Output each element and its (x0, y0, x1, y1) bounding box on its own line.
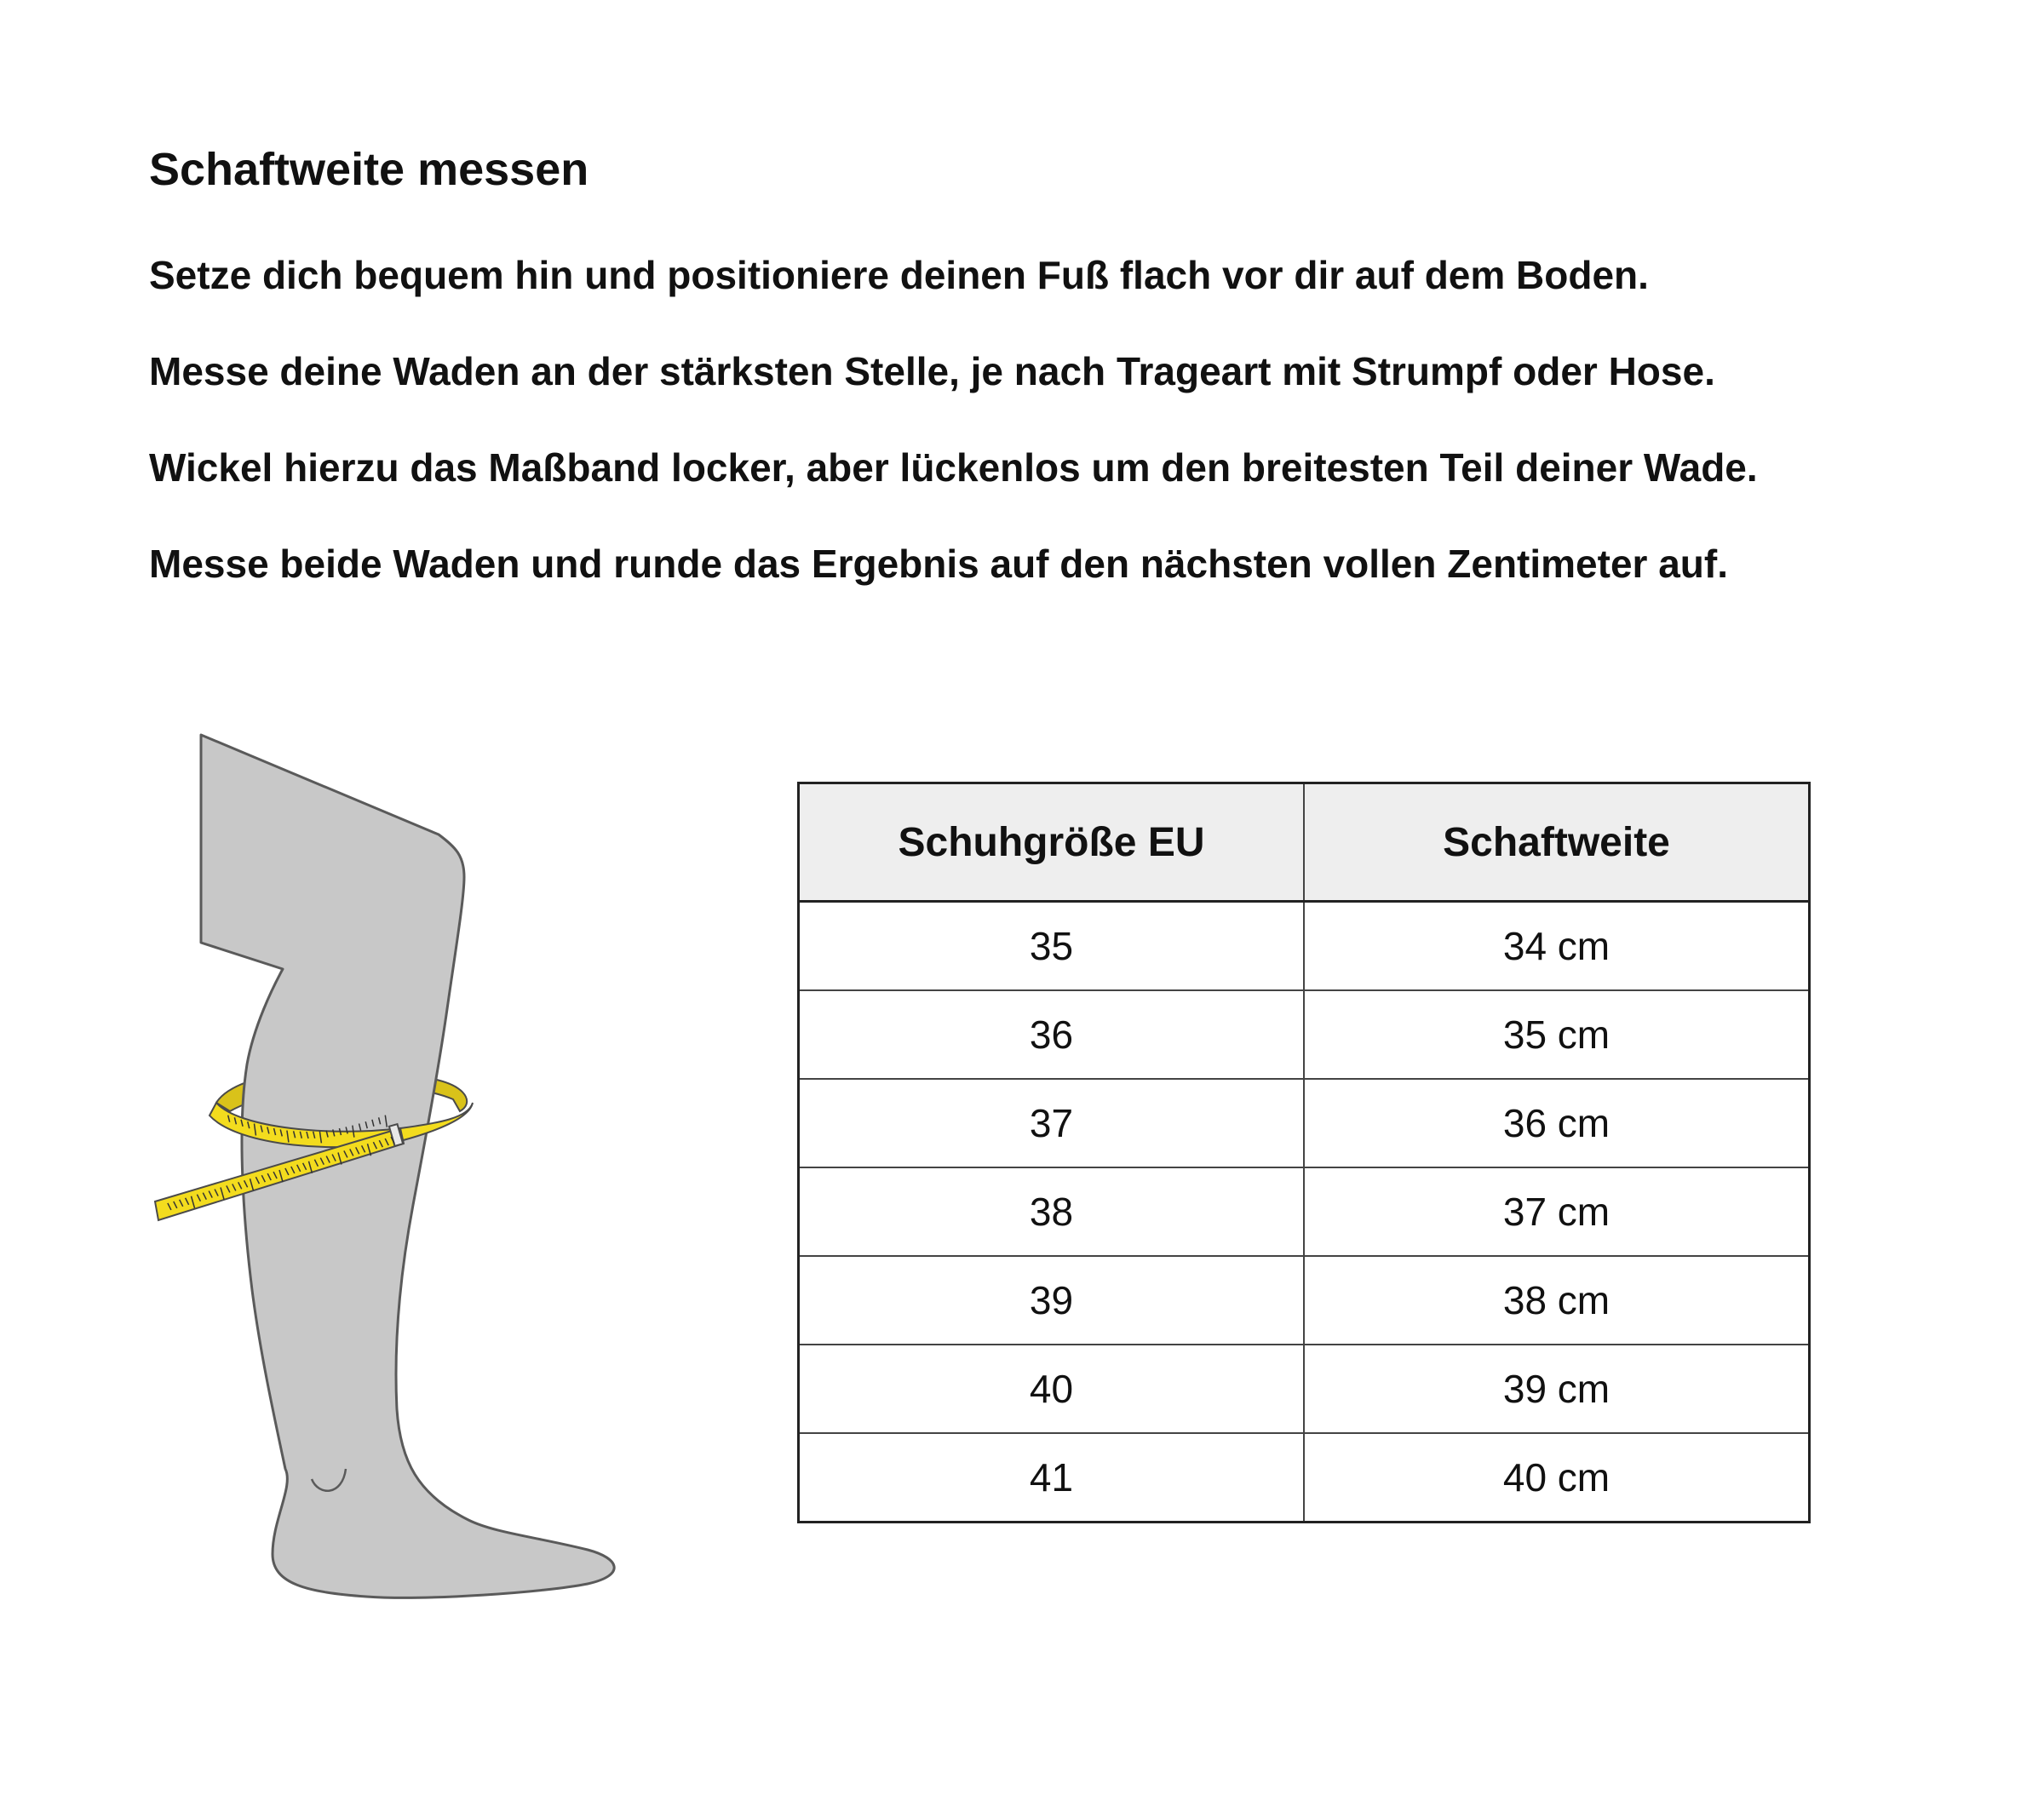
shoe-size-cell: 35 (799, 902, 1305, 991)
table-row (799, 1079, 1810, 1167)
table-row (799, 1167, 1810, 1256)
table-row (799, 990, 1810, 1079)
leg-silhouette (201, 735, 614, 1597)
shoe-size-cell: 37 (799, 1079, 1305, 1167)
instruction-item: Setze dich bequem hin und positioniere deinen Fuß flach vor dir auf dem Boden. (149, 253, 1649, 297)
instruction-list (149, 255, 1758, 640)
shaft-width-cell: 34 cm (1304, 902, 1810, 991)
column-header-shaft-width: Schaftweite (1304, 783, 1810, 902)
shaft-width-cell: 40 cm (1304, 1433, 1810, 1523)
table-row (799, 1345, 1810, 1433)
page-title: Schaftweite messen (149, 144, 589, 195)
shaft-width-cell: 37 cm (1304, 1167, 1810, 1256)
shoe-size-cell: 36 (799, 990, 1305, 1079)
instruction-item: Messe deine Waden an der stärksten Stelle, je nach Trageart mit Strumpf oder Hose. (149, 349, 1715, 393)
shaft-width-cell: 36 cm (1304, 1079, 1810, 1167)
instruction-item: Messe beide Waden und runde das Ergebnis auf den nächsten vollen Zentimeter auf. (149, 542, 1728, 586)
shaft-width-cell: 38 cm (1304, 1256, 1810, 1345)
shoe-size-cell: 40 (799, 1345, 1305, 1433)
table-header-row (799, 783, 1810, 902)
leg-with-measuring-tape-icon (145, 728, 647, 1614)
table-row (799, 1256, 1810, 1345)
shaft-width-cell: 39 cm (1304, 1345, 1810, 1433)
shoe-size-cell: 39 (799, 1256, 1305, 1345)
shoe-size-cell: 41 (799, 1433, 1305, 1523)
shoe-size-cell: 38 (799, 1167, 1305, 1256)
table-row (799, 1433, 1810, 1523)
instruction-item: Wickel hierzu das Maßband locker, aber lückenlos um den breitesten Teil deiner Wade. (149, 445, 1758, 490)
size-table (797, 782, 1811, 1523)
shaft-width-cell: 35 cm (1304, 990, 1810, 1079)
column-header-shoe-size: Schuhgröße EU (799, 783, 1305, 902)
table-row (799, 902, 1810, 991)
